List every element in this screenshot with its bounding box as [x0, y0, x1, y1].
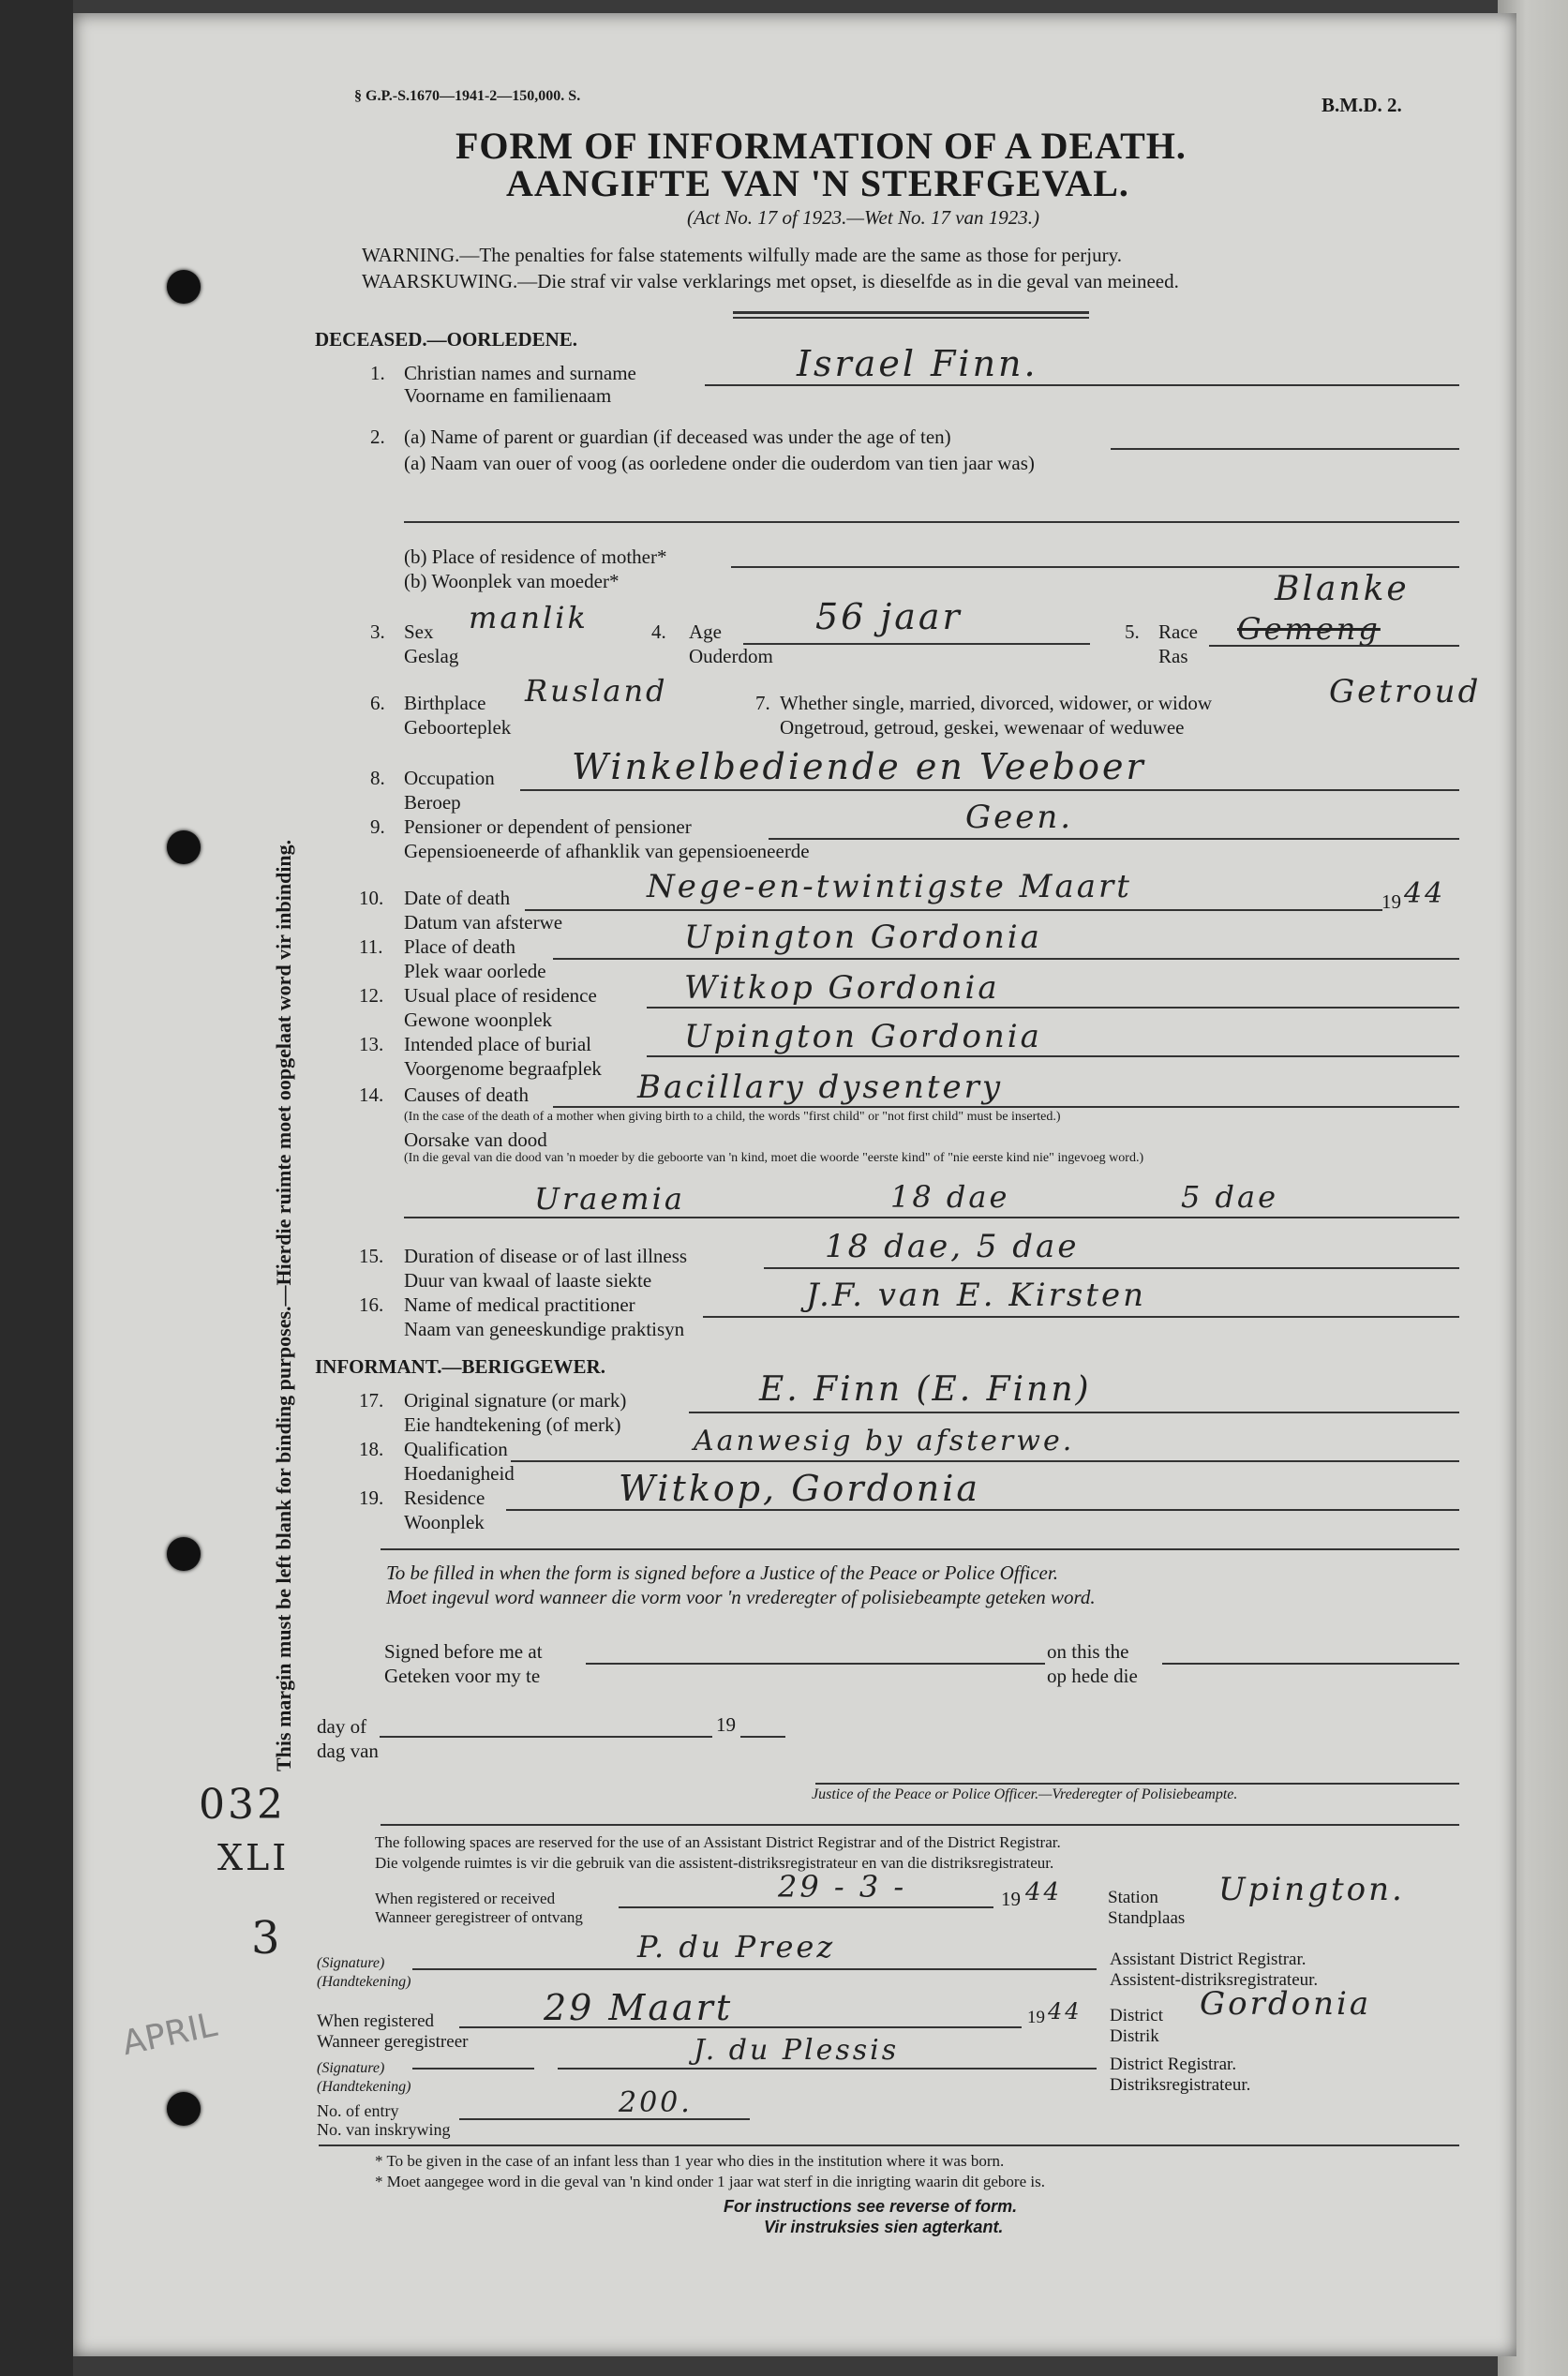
field-line: [553, 1106, 1459, 1108]
warning-af: WAARSKUWING.—Die straf vir valse verklarings met opset, is dieselfde as in die geval van meineed.: [362, 270, 1179, 292]
field-number: 17.: [359, 1389, 384, 1412]
place-of-death-value: Upington Gordonia: [684, 919, 1042, 956]
deceased-heading: DECEASED.—OORLEDENE.: [315, 328, 578, 351]
residence-label-af: Woonplek: [404, 1511, 485, 1533]
reserved-note-en: The following spaces are reserved for the use of an Assistant District Registrar and of the District Registrar.: [375, 1833, 1061, 1851]
occupation-label-af: Beroep: [404, 791, 461, 814]
field-number: 18.: [359, 1438, 384, 1460]
race-value: Blanke: [1275, 570, 1410, 608]
birthplace-value: Rusland: [525, 673, 668, 709]
entry-number-value: 200.: [619, 2086, 693, 2119]
field-number: 1.: [370, 362, 385, 384]
causes-note-af: (In die geval van die dood van 'n moeder by die geboorte van 'n kind, moet die woorde "eerste kind" of "nie eerste kind nie" ingevoeg word.): [404, 1151, 1144, 1165]
station-label-af: Standplaas: [1108, 1908, 1186, 1928]
cause-duration-1: 18 dae: [890, 1179, 1010, 1215]
divider: [319, 2144, 1459, 2146]
signature-label-af: Eie handtekening (of merk): [404, 1413, 621, 1436]
cause-duration-2: 5 dae: [1181, 1179, 1279, 1215]
field-line: [380, 1736, 712, 1738]
divider: [381, 1824, 1459, 1826]
date-of-death-value: Nege-en-twintigste Maart: [647, 868, 1132, 905]
field-line: [703, 1316, 1459, 1318]
entry-number-label-af: No. van inskrywing: [317, 2120, 451, 2139]
signature-label-af: (Handtekening): [317, 2079, 411, 2095]
field-line: [815, 1783, 1459, 1785]
punch-hole: [167, 270, 201, 304]
on-this-label: on this the: [1047, 1640, 1129, 1663]
field-number: 11.: [359, 935, 383, 958]
race-label: Race: [1158, 620, 1198, 643]
usual-residence-label-af: Gewone woonplek: [404, 1009, 553, 1031]
practitioner-label-af: Naam van geneeskundige praktisyn: [404, 1318, 685, 1340]
burial-place-label-af: Voorgenome begraafplek: [404, 1057, 602, 1080]
field-line: [412, 2068, 534, 2070]
age-label-af: Ouderdom: [689, 645, 773, 667]
field-number: 10.: [359, 887, 384, 909]
signed-before-label-af: Geteken voor my te: [384, 1665, 541, 1687]
marital-status-value: Getroud: [1329, 673, 1482, 710]
field-line: [705, 384, 1459, 386]
annotation-number: 032: [199, 1781, 286, 1829]
duration-label: Duration of disease or of last illness: [404, 1245, 688, 1267]
field-line: [689, 1412, 1459, 1413]
usual-residence-label: Usual place of residence: [404, 984, 597, 1007]
field-line: [586, 1663, 1045, 1665]
field-number: 14.: [359, 1083, 384, 1106]
practitioner-value: J.F. van E. Kirsten: [806, 1277, 1146, 1314]
field-line: [647, 1007, 1459, 1009]
field-number: 4.: [651, 620, 666, 643]
field-line: [731, 566, 1459, 568]
field-number: 16.: [359, 1293, 384, 1316]
cause-value-1: Bacillary dysentery: [637, 1068, 1004, 1106]
birthplace-label: Birthplace: [404, 692, 486, 714]
print-code: § G.P.-S.1670—1941-2—150,000. S.: [354, 88, 581, 104]
parent-name-label-af: (a) Naam van ouer of voog (as oorledene onder die ouderdom van tien jaar was): [404, 452, 1035, 474]
burial-place-value: Upington Gordonia: [684, 1018, 1042, 1055]
mother-residence-label-af: (b) Woonplek van moeder*: [404, 570, 620, 592]
field-number: 13.: [359, 1033, 384, 1055]
field-line: [525, 909, 1382, 911]
field-line: [740, 1736, 785, 1738]
date-of-death-label: Date of death: [404, 887, 511, 909]
received-date-value: 29 - 3 -: [778, 1869, 907, 1905]
signature-label: (Signature): [317, 1955, 385, 1971]
field-line: [619, 1906, 993, 1908]
year-prefix: 19: [1381, 890, 1401, 913]
field-line: [412, 1968, 1097, 1970]
field-number: 5.: [1125, 620, 1140, 643]
asst-registrar-signature: P. du Preez: [637, 1929, 836, 1965]
field-line: [404, 1217, 1459, 1218]
deceased-name-value: Israel Finn.: [797, 343, 1038, 384]
registered-year-value: 44: [1048, 1998, 1083, 2025]
qualification-label: Qualification: [404, 1438, 508, 1460]
justice-label: Justice of the Peace or Police Officer.—Vrederegter of Polisiebeampte.: [812, 1786, 1238, 1802]
race-label-af: Ras: [1158, 645, 1188, 667]
asst-registrar-label-af: Assistent-distriksregistrateur.: [1110, 1970, 1319, 1990]
pensioner-label-af: Gepensioeneerde of afhanklik van gepensioeneerde: [404, 840, 810, 862]
form-code: B.M.D. 2.: [1322, 94, 1402, 116]
instructions-af: Vir instruksies sien agterkant.: [764, 2218, 1004, 2236]
field-number: 7.: [755, 692, 770, 714]
year-prefix: 19: [1001, 1888, 1021, 1910]
binding-margin-note: This margin must be left blank for binding purposes.—Hierdie ruimte moet oopgelaat word vir inbinding.: [272, 839, 295, 1771]
field-line: [647, 1055, 1459, 1057]
marital-status-label-af: Ongetroud, getroud, geskei, wewenaar of weduwee: [780, 716, 1185, 739]
mother-residence-label: (b) Place of residence of mother*: [404, 545, 667, 568]
when-received-label-af: Wanneer geregistreer of ontvang: [375, 1908, 583, 1926]
district-registrar-signature: J. du Plessis: [694, 2034, 900, 2067]
when-received-label: When registered or received: [375, 1890, 556, 1907]
when-registered-label-af: Wanneer geregistreer: [317, 2032, 469, 2052]
annotation-april: APRIL: [118, 2005, 221, 2064]
title-en: FORM OF INFORMATION OF A DEATH.: [455, 125, 1187, 167]
field-line: [1162, 1663, 1459, 1665]
district-label: District: [1110, 2006, 1163, 2025]
signature-label: Original signature (or mark): [404, 1389, 627, 1412]
day-of-label: day of: [317, 1715, 367, 1738]
footnote-en: * To be given in the case of an infant less than 1 year who dies in the institution where it was born.: [375, 2152, 1005, 2170]
field-number: 3.: [370, 620, 385, 643]
punch-hole: [167, 1537, 201, 1571]
signed-before-label: Signed before me at: [384, 1640, 543, 1663]
when-registered-label: When registered: [317, 2011, 435, 2031]
sex-value: manlik: [469, 600, 589, 635]
asst-registrar-label: Assistant District Registrar.: [1110, 1950, 1307, 1969]
date-of-death-label-af: Datum van afsterwe: [404, 911, 563, 934]
informant-signature-value: E. Finn (E. Finn): [759, 1370, 1092, 1409]
justice-note-af: Moet ingevul word wanneer die vorm voor 'n vrederegter of polisiebeampte geteken word.: [386, 1586, 1096, 1608]
year-value: 44: [1404, 877, 1446, 910]
field-number: 12.: [359, 984, 384, 1007]
received-year-value: 44: [1025, 1878, 1063, 1906]
district-registrar-label: District Registrar.: [1110, 2055, 1237, 2074]
field-line: [1209, 645, 1459, 647]
parent-name-label: (a) Name of parent or guardian (if deceased was under the age of ten): [404, 426, 951, 448]
field-line: [506, 1509, 1459, 1511]
practitioner-label: Name of medical practitioner: [404, 1293, 635, 1316]
informant-heading: INFORMANT.—BERIGGEWER.: [315, 1355, 605, 1378]
sex-label: Sex: [404, 620, 434, 643]
causes-note-en: (In the case of the death of a mother when giving birth to a child, the words "first child" or "not first child" must be inserted.): [404, 1110, 1061, 1124]
field-line: [743, 643, 1090, 645]
field-line: [558, 2068, 1097, 2070]
occupation-value: Winkelbediende en Veeboer: [572, 746, 1146, 787]
age-label: Age: [689, 620, 722, 643]
registered-date-value: 29 Maart: [544, 1987, 734, 2028]
occupation-label: Occupation: [404, 767, 495, 789]
field-line: [764, 1267, 1459, 1269]
qualification-value: Aanwesig by afsterwe.: [694, 1425, 1075, 1457]
scanner-edge: [0, 0, 73, 2376]
field-line: [553, 958, 1459, 960]
field-line: [511, 1460, 1459, 1462]
divider: [381, 1548, 1459, 1550]
punch-hole: [167, 2092, 201, 2126]
signature-label-af: (Handtekening): [317, 1974, 411, 1990]
divider: [733, 317, 1089, 319]
causes-label-af: Oorsake van dood: [404, 1128, 547, 1151]
day-of-label-af: dag van: [317, 1740, 379, 1762]
justice-note-en: To be filled in when the form is signed before a Justice of the Peace or Police Officer.: [386, 1562, 1058, 1584]
station-label: Station: [1108, 1888, 1158, 1907]
residence-value: Witkop, Gordonia: [619, 1468, 981, 1509]
field-number: 6.: [370, 692, 385, 714]
field-line: [520, 789, 1459, 791]
residence-label: Residence: [404, 1487, 485, 1509]
usual-residence-value: Witkop Gordonia: [684, 969, 1000, 1007]
place-of-death-label: Place of death: [404, 935, 515, 958]
on-this-label-af: op hede die: [1047, 1665, 1138, 1687]
burial-place-label: Intended place of burial: [404, 1033, 591, 1055]
race-struck-value: Gemeng: [1237, 611, 1381, 647]
reserved-note-af: Die volgende ruimtes is vir die gebruik van die assistent-distriksregistrateur en van die distriksregistrateur.: [375, 1854, 1054, 1872]
field-line: [404, 521, 1459, 523]
age-value: 56 jaar: [815, 596, 963, 637]
place-of-death-label-af: Plek waar oorlede: [404, 960, 546, 982]
entry-number-label: No. of entry: [317, 2101, 399, 2120]
instructions-en: For instructions see reverse of form.: [724, 2197, 1018, 2216]
marital-status-label: Whether single, married, divorced, widower, or widow: [780, 692, 1213, 714]
district-label-af: Distrik: [1110, 2026, 1159, 2046]
christian-names-label-af: Voorname en familienaam: [404, 384, 612, 407]
annotation-3: 3: [251, 1912, 283, 1965]
qualification-label-af: Hoedanigheid: [404, 1462, 515, 1485]
signature-label: (Signature): [317, 2060, 385, 2076]
birthplace-label-af: Geboorteplek: [404, 716, 512, 739]
pensioner-value: Geen.: [965, 799, 1074, 836]
field-number: 15.: [359, 1245, 384, 1267]
act-reference: (Act No. 17 of 1923.—Wet No. 17 van 1923.): [687, 206, 1040, 229]
title-af: AANGIFTE VAN 'N STERFGEVAL.: [506, 162, 1129, 204]
field-line: [459, 2118, 750, 2120]
field-line: [769, 838, 1459, 840]
field-number: 9.: [370, 815, 385, 838]
field-number: 19.: [359, 1487, 384, 1509]
christian-names-label: Christian names and surname: [404, 362, 636, 384]
warning-en: WARNING.—The penalties for false statements wilfully made are the same as those for perjury.: [362, 244, 1122, 266]
cause-value-2: Uraemia: [534, 1181, 685, 1217]
divider: [733, 311, 1089, 314]
duration-label-af: Duur van kwaal of laaste siekte: [404, 1269, 652, 1292]
causes-label: Causes of death: [404, 1083, 529, 1106]
annotation-roman: XLI: [217, 1837, 290, 1878]
punch-hole: [167, 830, 201, 864]
field-number: 8.: [370, 767, 385, 789]
footnote-af: * Moet aangegee word in die geval van 'n kind onder 1 jaar wat sterf in die inrigting waarin dit gebore is.: [375, 2173, 1045, 2190]
field-number: 2.: [370, 426, 385, 448]
district-value: Gordonia: [1200, 1985, 1372, 2023]
duration-value: 18 dae, 5 dae: [825, 1228, 1080, 1265]
field-line: [1111, 448, 1459, 450]
district-registrar-label-af: Distriksregistrateur.: [1110, 2075, 1251, 2095]
sex-label-af: Geslag: [404, 645, 459, 667]
pensioner-label: Pensioner or dependent of pensioner: [404, 815, 692, 838]
year-prefix: 19: [1027, 2008, 1045, 2027]
station-value: Upington.: [1218, 1871, 1405, 1908]
year-prefix: 19: [716, 1713, 736, 1736]
